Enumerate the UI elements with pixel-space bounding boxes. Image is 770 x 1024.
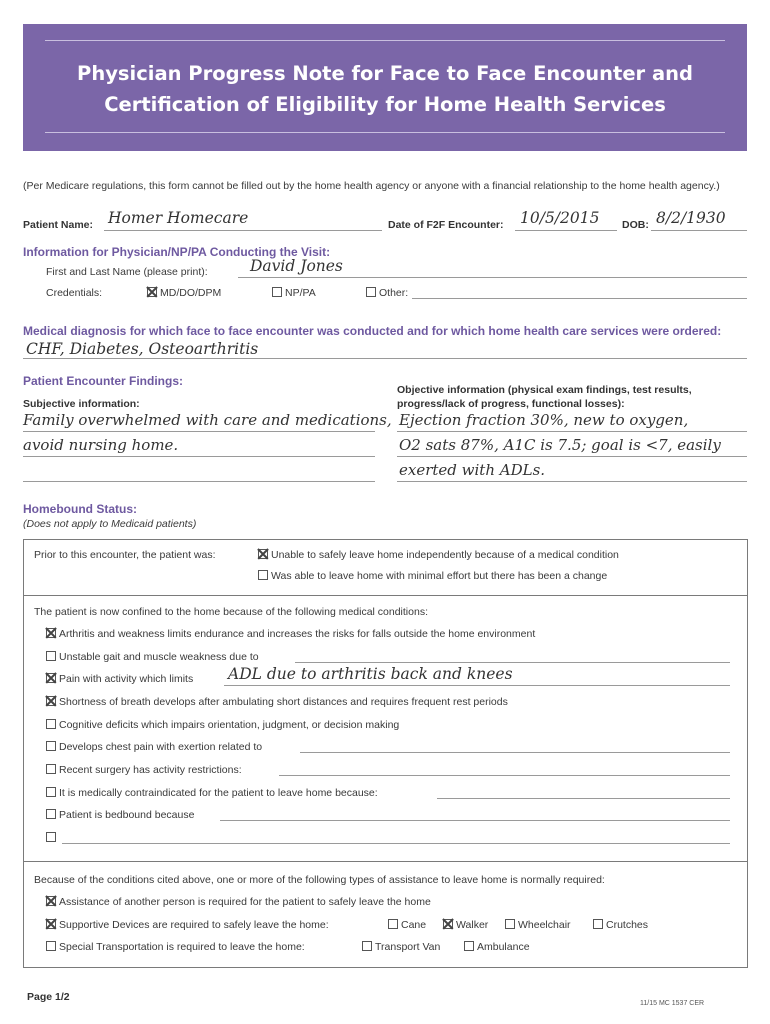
walker-label: Walker: [456, 919, 489, 931]
device-wheelchair[interactable]: [505, 919, 571, 931]
transport-van[interactable]: [362, 941, 440, 953]
van-label: Transport Van: [375, 941, 441, 953]
prior-unable-label: Unable to safely leave home independently because of a medical condition: [271, 549, 619, 561]
cred-md-checkbox[interactable]: [147, 287, 157, 297]
homebound-note: (Does not apply to Medicaid patients): [23, 518, 197, 530]
objective-line-1[interactable]: Ejection fraction 30%, new to oxygen,: [399, 411, 689, 429]
cane-label: Cane: [401, 919, 427, 931]
crutches-checkbox[interactable]: [593, 919, 603, 929]
banner-rule-bottom: [45, 132, 725, 133]
prior-able-checkbox[interactable]: [258, 570, 268, 580]
cred-other-checkbox[interactable]: [366, 287, 376, 297]
banner-rule-top: [45, 40, 725, 41]
subjective-line-1[interactable]: Family overwhelmed with care and medications,: [23, 411, 392, 429]
assist-label: Because of the conditions cited above, one or more of the following types of assistance to leave home is normally required:: [34, 874, 605, 886]
cond-gait-label: Unstable gait and muscle weakness due to: [59, 651, 259, 663]
page-number: Page 1/2: [27, 991, 70, 1003]
assist-transport-checkbox[interactable]: [46, 941, 56, 951]
condition-pain[interactable]: [46, 673, 193, 685]
assist-devices-checkbox[interactable]: [46, 919, 56, 929]
form-code: 11/15 MC 1537 CER: [640, 1000, 705, 1007]
cond-surgery-checkbox[interactable]: [46, 764, 56, 774]
prior-option-unable[interactable]: [258, 549, 619, 561]
findings-header: Patient Encounter Findings:: [23, 374, 184, 388]
cond-sob-checkbox[interactable]: [46, 696, 56, 706]
prior-able-label: Was able to leave home with minimal effort but there has been a change: [271, 570, 608, 582]
device-walker[interactable]: [443, 919, 488, 931]
assist-person[interactable]: [46, 896, 431, 908]
cond-contra-label: It is medically contraindicated for the patient to leave home because:: [59, 787, 378, 799]
cond-other-checkbox[interactable]: [46, 832, 56, 842]
condition-shortness-breath[interactable]: [46, 696, 508, 708]
assist-devices[interactable]: [46, 919, 329, 931]
cond-chest-checkbox[interactable]: [46, 741, 56, 751]
title-line-1: Physician Progress Note for Face to Face Encounter and: [77, 62, 693, 85]
assist-person-label: Assistance of another person is required for the patient to safely leave the home: [59, 896, 431, 908]
cond-surgery-label: Recent surgery has activity restrictions:: [59, 764, 242, 776]
cond-contra-checkbox[interactable]: [46, 787, 56, 797]
cond-arthritis-checkbox[interactable]: [46, 628, 56, 638]
physician-section-header: Information for Physician/NP/PA Conducting the Visit:: [23, 245, 331, 259]
diagnosis-header: Medical diagnosis for which face to face encounter was conducted and for which home health care services were ordered:: [23, 324, 722, 338]
cred-md-label: MD/DO/DPM: [160, 287, 222, 299]
cond-cognitive-checkbox[interactable]: [46, 719, 56, 729]
prior-status-box: [23, 539, 748, 596]
cond-gait-checkbox[interactable]: [46, 651, 56, 661]
patient-name-label: Patient Name:: [23, 219, 94, 231]
prior-label: Prior to this encounter, the patient was:: [34, 549, 216, 561]
condition-chest-pain[interactable]: [46, 741, 262, 753]
cond-bedbound-checkbox[interactable]: [46, 809, 56, 819]
credentials-label: Credentials:: [46, 287, 103, 299]
confined-label: The patient is now confined to the home because of the following medical conditions:: [34, 606, 428, 618]
form-title: [23, 58, 747, 120]
dob-label: DOB:: [622, 219, 649, 231]
assist-devices-label: Supportive Devices are required to safely leave the home:: [59, 919, 329, 931]
cred-np-checkbox[interactable]: [272, 287, 282, 297]
patient-name-field[interactable]: Homer Homecare: [108, 209, 249, 227]
cred-md-option[interactable]: [147, 287, 221, 299]
cond-cognitive-label: Cognitive deficits which impairs orientation, judgment, or decision making: [59, 719, 400, 731]
homebound-header: Homebound Status:: [23, 502, 137, 516]
diagnosis-field[interactable]: CHF, Diabetes, Osteoarthritis: [26, 340, 259, 358]
f2f-date-label: Date of F2F Encounter:: [388, 219, 504, 231]
condition-bedbound[interactable]: [46, 809, 194, 821]
objective-line-3[interactable]: exerted with ADLs.: [399, 461, 546, 479]
cond-pain-checkbox[interactable]: [46, 673, 56, 683]
physician-name-field[interactable]: David Jones: [250, 257, 343, 275]
cond-chest-label: Develops chest pain with exertion related to: [59, 741, 263, 753]
subjective-label: Subjective information:: [23, 398, 140, 410]
cred-other-option[interactable]: [366, 287, 408, 299]
ambulance-checkbox[interactable]: [464, 941, 474, 951]
ambulance-label: Ambulance: [477, 941, 530, 953]
walker-checkbox[interactable]: [443, 919, 453, 929]
f2f-date-field[interactable]: 10/5/2015: [520, 209, 600, 227]
condition-arthritis[interactable]: [46, 628, 535, 640]
condition-other[interactable]: [46, 832, 59, 844]
pain-reason-field[interactable]: ADL due to arthritis back and knees: [228, 665, 513, 683]
objective-line-2[interactable]: O2 sats 87%, A1C is 7.5; goal is <7, easily: [399, 436, 721, 454]
cond-sob-label: Shortness of breath develops after ambulating short distances and requires frequent rest periods: [59, 696, 508, 708]
cond-bedbound-label: Patient is bedbound because: [59, 809, 195, 821]
cane-checkbox[interactable]: [388, 919, 398, 929]
wheelchair-checkbox[interactable]: [505, 919, 515, 929]
assist-transport-label: Special Transportation is required to leave the home:: [59, 941, 305, 953]
wheelchair-label: Wheelchair: [518, 919, 571, 931]
condition-surgery[interactable]: [46, 764, 242, 776]
title-line-2: Certification of Eligibility for Home Health Services: [104, 93, 666, 116]
crutches-label: Crutches: [606, 919, 649, 931]
device-crutches[interactable]: [593, 919, 648, 931]
prior-option-able[interactable]: [258, 570, 607, 582]
objective-label-2: progress/lack of progress, functional losses):: [397, 398, 625, 410]
title-banner: [23, 24, 747, 151]
dob-field[interactable]: 8/2/1930: [656, 209, 726, 227]
device-cane[interactable]: [388, 919, 426, 931]
transport-ambulance[interactable]: [464, 941, 530, 953]
cred-np-label: NP/PA: [285, 287, 316, 299]
condition-contraindicated[interactable]: [46, 787, 378, 799]
cred-np-option[interactable]: [272, 287, 316, 299]
first-last-name-label: First and Last Name (please print):: [46, 266, 208, 278]
objective-label-1: Objective information (physical exam findings, test results,: [397, 384, 692, 396]
assist-transport[interactable]: [46, 941, 305, 953]
intro-text: (Per Medicare regulations, this form cannot be filled out by the home health agency or anyone with a financial relationship to the home health agency.): [23, 180, 720, 192]
assist-person-checkbox[interactable]: [46, 896, 56, 906]
cond-arthritis-label: Arthritis and weakness limits endurance and increases the risks for falls outside the home environment: [59, 628, 536, 640]
cond-pain-label: Pain with activity which limits: [59, 673, 194, 685]
condition-cognitive[interactable]: [46, 719, 399, 731]
condition-unstable-gait[interactable]: [46, 651, 259, 663]
prior-unable-checkbox[interactable]: [258, 549, 268, 559]
subjective-line-2[interactable]: avoid nursing home.: [23, 436, 179, 454]
cred-other-label: Other:: [379, 287, 409, 299]
van-checkbox[interactable]: [362, 941, 372, 951]
